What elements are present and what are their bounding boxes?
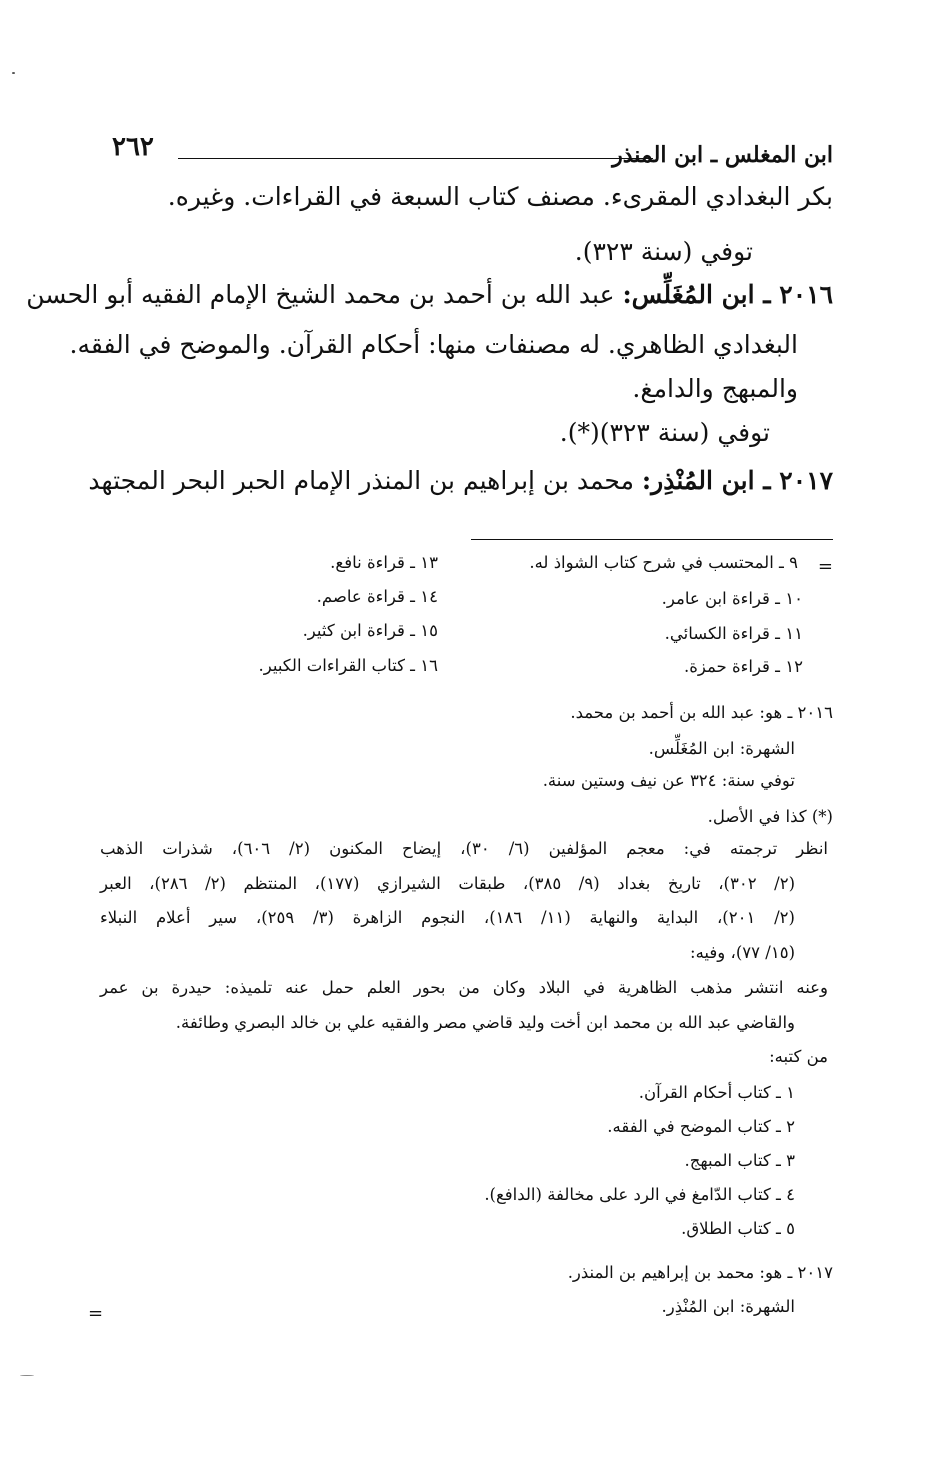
main-line: توفي (سنة ٣٢٣)(*). — [559, 418, 770, 447]
page-number: ٢٦٢ — [112, 132, 154, 162]
list-item: ١٣ ـ قراءة نافع. — [330, 553, 438, 572]
footnote-line: الشهرة: ابن المُغَلِّس. — [648, 739, 795, 758]
footnote-line: ٢٠١٦ ـ هو: عبد الله بن أحمد بن محمد. — [570, 703, 833, 722]
footnote-line: توفي سنة: ٣٢٤ عن نيف وستين سنة. — [542, 771, 795, 790]
footnote-line: (*) كذا في الأصل. — [707, 807, 833, 826]
books-title: من كتبه: — [769, 1047, 828, 1066]
reference-line: (٢/ ٢٠١)، البداية والنهاية (١١/ ١٨٦)، النجوم الزاهرة (٣/ ٢٥٩)، سير أعلام النبلاء — [100, 908, 795, 927]
list-item: ١١ ـ قراءة الكسائي. — [664, 624, 803, 643]
book-item: ٣ ـ كتاب المبهج. — [684, 1151, 795, 1170]
quote-line: وعنه انتشر مذهب الظاهرية في البلاد وكان من بحور العلم حمل عنه تلميذه: حيدرة بن عمر — [100, 978, 828, 997]
footnote-line: ٢٠١٧ ـ هو: محمد بن إبراهيم بن المنذر. — [567, 1263, 833, 1282]
main-line: بكر البغدادي المقرىء. مصنف كتاب السبعة في القراءات. وغيره. — [167, 182, 833, 211]
continuation-mark: = — [88, 1303, 104, 1324]
header-rule — [178, 158, 653, 159]
reference-line: (١٥/ ٧٧)، وفيه: — [690, 943, 795, 962]
footnote-rule — [471, 539, 833, 540]
entry-2016-number: ٢٠١٦ ـ ابن المُغَلِّس: — [622, 280, 833, 309]
scan-speck — [12, 72, 15, 74]
quote-line: والقاضي عبد الله بن محمد ابن أخت وليد قاضي مصر والفقيه علي بن خالد البصري وطائفة. — [175, 1013, 795, 1032]
continuation-mark: = — [817, 556, 833, 577]
reference-line: (٢/ ٣٠٢)، تاريخ بغداد (٩/ ٣٨٥)، طبقات الشيرازي (١٧٧)، المنتظم (٢/ ٢٨٦)، العبر — [100, 874, 795, 893]
list-item: ١٤ ـ قراءة عاصم. — [316, 587, 438, 606]
entry-2017-number: ٢٠١٧ ـ ابن المُنْذِر: — [641, 466, 833, 495]
book-item: ٥ ـ كتاب الطلاق. — [681, 1219, 795, 1238]
entry-2016-heading — [26, 280, 833, 310]
book-item: ٤ ـ كتاب الدّامغ في الرد على مخالفة (الدافع). — [484, 1185, 795, 1204]
list-item: ١٠ ـ قراءة ابن عامر. — [661, 589, 803, 608]
list-item: ١٥ ـ قراءة ابن كثير. — [302, 621, 438, 640]
entry-2017-text: محمد بن إبراهيم بن المنذر الإمام الحبر البحر المجتهد — [88, 466, 634, 495]
list-item: ٩ ـ المحتسب في شرح كتاب الشواذ له. — [529, 553, 798, 572]
scan-speck — [20, 1375, 34, 1376]
list-item: ١٢ ـ قراءة حمزة. — [683, 657, 803, 676]
main-line: توفي (سنة ٣٢٣). — [574, 237, 753, 266]
entry-2017-heading — [88, 466, 833, 496]
list-item: ١٦ ـ كتاب القراءات الكبير. — [258, 656, 438, 675]
reference-line: انظر ترجمته في: معجم المؤلفين (٦/ ٣٠)، إيضاح المكنون (٢/ ٦٠٦)، شذرات الذهب — [100, 839, 829, 858]
running-head: ابن المغلس ـ ابن المنذر — [612, 142, 833, 168]
footnote-line: الشهرة: ابن المُنْذِر. — [661, 1297, 795, 1316]
main-line: البغدادي الظاهري. له مصنفات منها: أحكام القرآن. والموضح في الفقه. — [69, 330, 798, 359]
entry-2016-text: عبد الله بن أحمد بن محمد الشيخ الإمام الفقيه أبو الحسن — [26, 280, 615, 309]
book-item: ١ ـ كتاب أحكام القرآن. — [638, 1083, 795, 1102]
book-item: ٢ ـ كتاب الموضح في الفقه. — [607, 1117, 795, 1136]
main-line: والمبهج والدامغ. — [632, 374, 798, 403]
